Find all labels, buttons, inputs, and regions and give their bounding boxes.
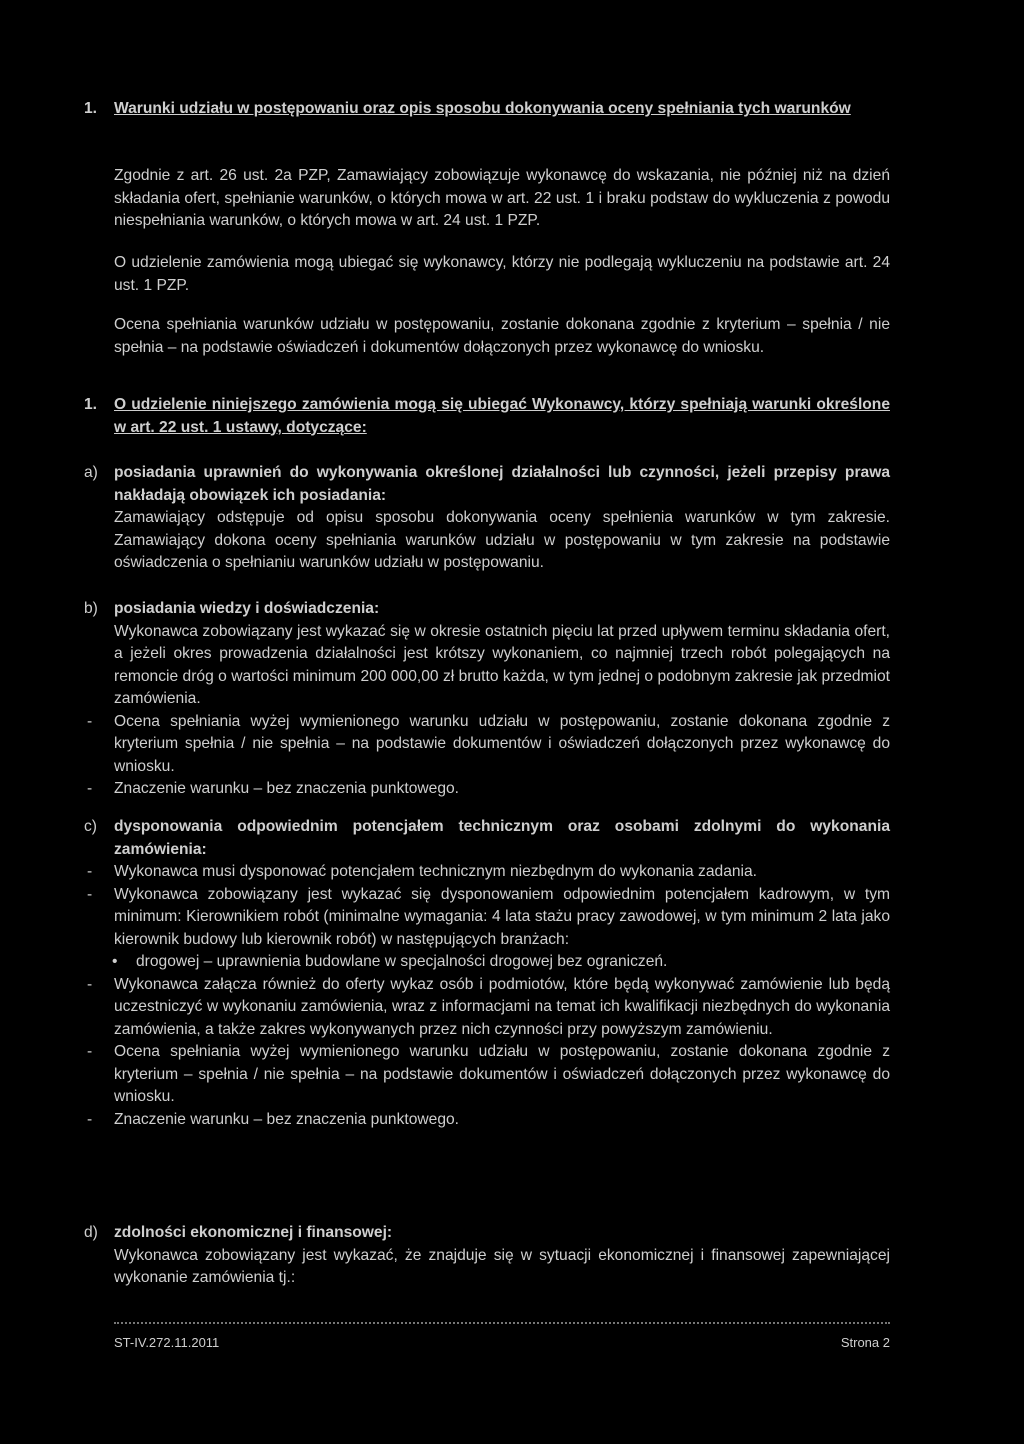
item-c-heading: dysponowania odpowiednim potencjałem technicznym oraz osobami zdolnymi do wykonania zamówienia: <box>114 818 890 858</box>
intro-paragraph-3: Ocena spełniania warunków udziału w postępowaniu, zostanie dokonana zgodnie z kryterium – spełnia / nie spełnia – na podstawie oświadczeń i dokumentów dołączonych przez wykonawcę do wniosku. <box>114 316 890 356</box>
item-c-dash-5: - Znaczenie warunku – bez znaczenia punktowego. <box>87 1110 460 1128</box>
item-c <box>84 816 890 1131</box>
item-d-body: Wykonawca zobowiązany jest wykazać, że znajduje się w sytuacji ekonomicznej i finansowej zapewniającej wykonanie zamówienia tj.: <box>114 1246 890 1286</box>
item-c-marker: c) <box>84 818 97 835</box>
item-a-body: Zamawiający odstępuje od opisu sposobu dokonywania oceny spełnienia warunków w tym zakresie. Zamawiający dokona oceny spełniania warunków udziału w postępowaniu w tym zakresie na podstawie oświadczenia o spełnianiu warunków udziału w postępowaniu. <box>114 509 890 571</box>
item-c-dash-2: - Wykonawca zobowiązany jest wykazać się dysponowaniem odpowiednim potencjałem kadrowym, w tym minimum: Kierownikiem robót (minimalne wymagania: 4 lata stażu pracy zawodowej, w tym minimum 2 lata jako kierownik budowy lub kierownik robót) w następujących branżach: <box>87 885 890 948</box>
intro-paragraph-2: O udzielenie zamówienia mogą ubiegać się wykonawcy, którzy nie podlegają wykluczeniu na podstawie art. 24 ust. 1 PZP. <box>114 254 890 294</box>
item-b <box>84 598 890 801</box>
item-d <box>84 1222 890 1290</box>
item-c-dash-3: - Wykonawca załącza również do oferty wykaz osób i podmiotów, które będą wykonywać zamówienie lub będą uczestniczyć w wykonaniu zamówienia, wraz z informacjami na temat ich kwalifikacji niezbędnych do wykonania zamówienia, a także zakres wykonywanych przez nich czynności przy powyższym zamówieniu. <box>87 975 890 1038</box>
item-d-heading: zdolności ekonomicznej i finansowej: <box>114 1224 393 1241</box>
item-a <box>84 462 890 575</box>
item-c-bullet: • drogowej – uprawnienia budowlane w specjalności drogowej bez ograniczeń. <box>112 953 668 970</box>
footer-page-number: Strona 2 <box>840 1335 890 1350</box>
section-heading <box>84 98 890 121</box>
item-b-marker: b) <box>84 600 98 617</box>
item-b-heading: posiadania wiedzy i doświadczenia: <box>114 600 380 617</box>
item-a-marker: a) <box>84 464 98 481</box>
section-title: Warunki udziału w postępowaniu oraz opis sposobu dokonywania oceny spełniania tych warunków <box>114 100 851 117</box>
item-a-heading: posiadania uprawnień do wykonywania określonej działalności lub czynności, jeżeli przepisy prawa nakładają obowiązek ich posiadania: <box>114 464 890 504</box>
point-1-text: O udzielenie niniejszego zamówienia mogą się ubiegać Wykonawcy, którzy spełniają warunki określone w art. 22 ust. 1 ustawy, dotyczące: <box>114 396 890 436</box>
item-b-dash-1: - Ocena spełniania wyżej wymienionego warunku udziału w postępowaniu, zostanie dokonana zgodnie z kryterium spełnia / nie spełnia – na podstawie dokumentów i oświadczeń dołączonych przez wykonawcę do wniosku. <box>87 712 890 775</box>
item-c-dash-1: - Wykonawca musi dysponować potencjałem technicznym niezbędnym do wykonania zadania. <box>87 863 758 880</box>
item-b-dash-2: - Znaczenie warunku – bez znaczenia punktowego. <box>87 780 460 797</box>
section-number: 1. <box>84 100 98 117</box>
footer-rule <box>114 1322 890 1324</box>
footer-reference: ST-IV.272.11.2011 <box>114 1335 220 1350</box>
point-1 <box>84 394 890 439</box>
point-1-number: 1. <box>84 396 98 413</box>
item-b-body: Wykonawca zobowiązany jest wykazać się w okresie ostatnich pięciu lat przed upływem terminu składania ofert, a jeżeli okres prowadzenia działalności jest krótszy wykonaniem, co najmniej trzech robót polegających na remoncie dróg o wartości minimum 200 000,00 zł brutto każda, w tym jednej o podobnym zakresie jak przedmiot zamówienia. <box>114 622 890 707</box>
item-d-marker: d) <box>84 1224 98 1241</box>
item-c-dash-4: - Ocena spełniania wyżej wymienionego warunku udziału w postępowaniu, zostanie dokonana zgodnie z kryterium – spełnia / nie spełnia – na podstawie dokumentów i oświadczeń dołączonych przez wykonawcę do wniosku. <box>87 1043 890 1105</box>
intro-paragraph-1: Zgodnie z art. 26 ust. 2a PZP, Zamawiający zobowiązuje wykonawcę do wskazania, nie później niż na dzień składania ofert, spełnianie warunków, o których mowa w art. 22 ust. 1 i braku podstaw do wykluczenia z powodu niespełniania warunków, o których mowa w art. 24 ust. 1 PZP. <box>114 167 890 229</box>
